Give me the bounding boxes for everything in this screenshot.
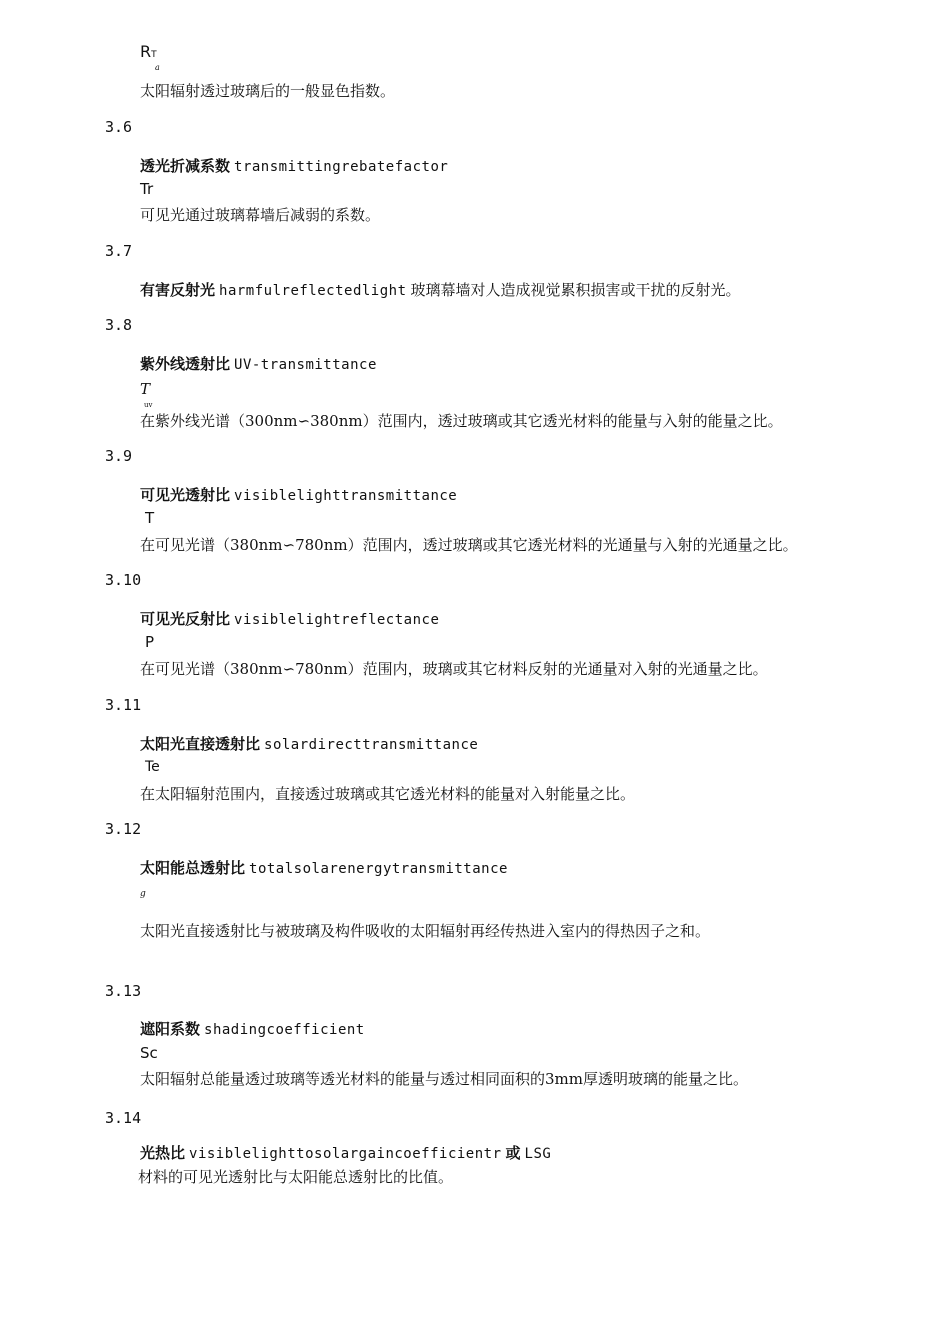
section-number: 3.13 [105,982,142,1000]
term-zh: 太阳光直接透射比 [140,735,261,753]
term-line [140,1142,551,1163]
term-definition: 太阳光直接透射比与被玻璃及构件吸收的太阳辐射再经传热进入室内的得热因子之和。 [140,922,711,940]
term-en: totalsolarenergytransmittance [249,861,508,877]
term-en: solardirecttransmittance [264,737,479,753]
term-line [140,857,508,878]
term-en-abbr: LSG [524,1146,552,1162]
term-en: visiblelighttosolargaincoefficientr [189,1146,502,1162]
term-zh: 紫外线透射比 [140,355,231,373]
term-zh: 有害反射光 [140,281,216,299]
term-zh: 透光折减系数 [140,157,231,175]
term-symbol: g [140,889,146,899]
section-number: 3.12 [105,820,142,838]
section-number: 3.8 [105,316,133,334]
term-line [140,484,457,505]
ra-symbol-main: R [140,42,152,61]
section-number: 3.11 [105,696,142,714]
term-definition: 材料的可见光透射比与太阳能总透射比的比值。 [138,1168,454,1186]
ra-symbol [140,42,157,61]
term-en: UV-transmittance [234,357,377,373]
term-en: transmittingrebatefactor [234,159,449,175]
term-symbol: P [145,633,155,651]
term-line [140,733,478,754]
term-zh: 光热比 [140,1144,186,1162]
term-en: harmfulreflectedlight [219,283,407,299]
section-number: 3.10 [105,571,142,589]
section-number: 3.9 [105,447,133,465]
term-symbol: Tr [140,180,154,198]
ra-definition: 太阳辐射透过玻璃后的一般显色指数。 [140,82,396,100]
section-number: 3.6 [105,118,133,136]
term-zh-or: 或 [505,1144,521,1162]
term-en: shadingcoefficient [204,1022,365,1038]
term-line [140,608,439,629]
term-symbol: T [145,509,155,527]
term-zh: 可见光反射比 [140,610,231,628]
term-definition: 在紫外线光谱（300nm∽380nm）范围内，透过玻璃或其它透光材料的能量与入射的能量之比。 [140,412,783,430]
term-symbol: Te [145,759,160,775]
term-definition: 太阳辐射总能量透过玻璃等透光材料的能量与透过相同面积的3mm厚透明玻璃的能量之比。 [140,1070,748,1088]
term-definition: 可见光通过玻璃幕墙后减弱的系数。 [140,206,381,224]
section-number: 3.7 [105,242,133,260]
term-zh: 太阳能总透射比 [140,859,246,877]
term-line [140,155,448,176]
term-definition: 在可见光谱（380nm∽780nm）范围内，透过玻璃或其它透光材料的光通量与入射的光通量之比。 [140,536,798,554]
term-line [140,1018,365,1039]
term-zh: 可见光透射比 [140,486,231,504]
term-line [140,353,377,374]
ra-symbol-sup: T [151,50,157,60]
term-line [140,279,741,300]
term-symbol: T [140,380,151,398]
term-en: visiblelightreflectance [234,612,440,628]
term-inline-definition: 玻璃幕墙对人造成视觉累积损害或干扰的反射光。 [410,281,741,299]
term-zh: 遮阳系数 [140,1020,201,1038]
term-definition: 在可见光谱（380nm∽780nm）范围内，玻璃或其它材料反射的光通量对入射的光通量之比。 [140,660,768,678]
term-symbol-sub: uv [144,401,153,409]
term-definition: 在太阳辐射范围内，直接透过玻璃或其它透光材料的能量对入射能量之比。 [140,785,636,803]
ra-symbol-sub: a [155,63,160,72]
term-en: visiblelighttransmittance [234,488,458,504]
section-number: 3.14 [105,1109,142,1127]
term-symbol: Sc [140,1044,158,1062]
